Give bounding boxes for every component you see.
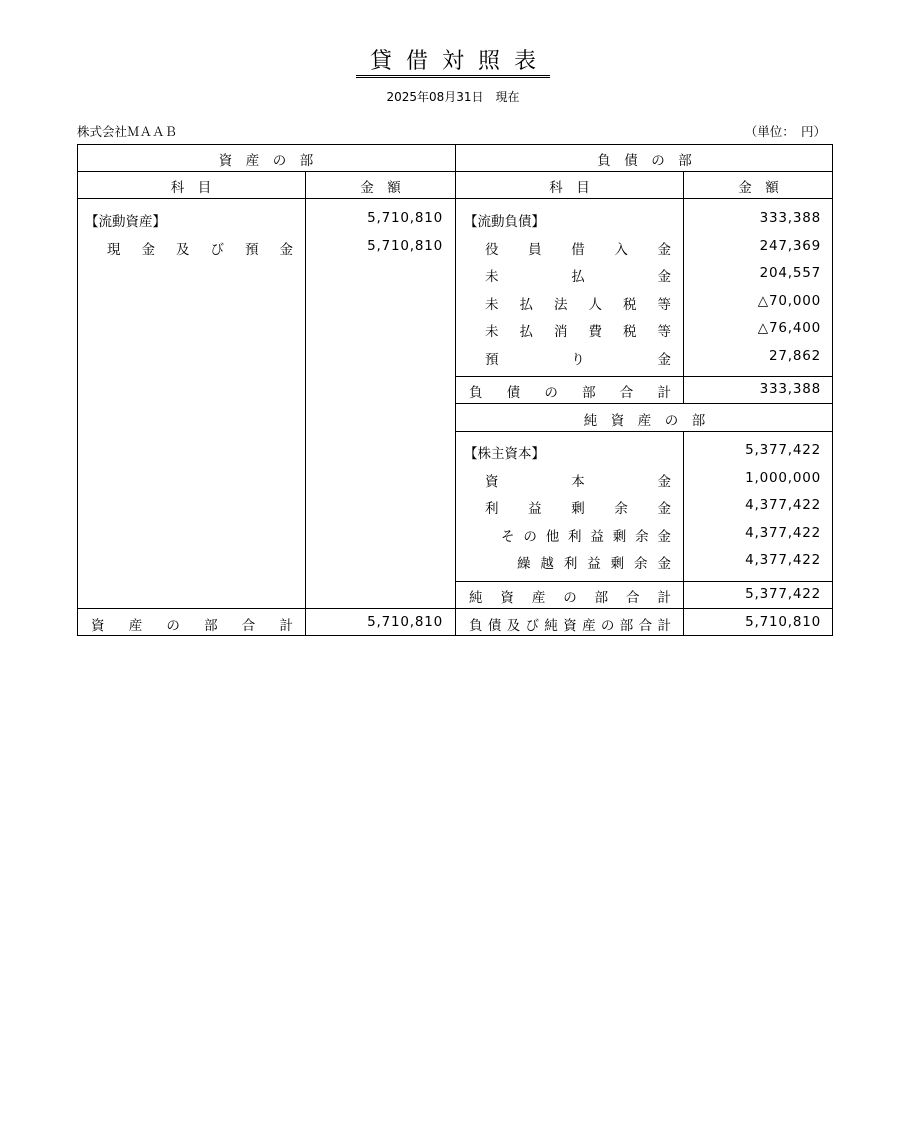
label-char: 金 <box>657 556 671 572</box>
label-char: 余 <box>635 529 649 545</box>
label-char: 金 <box>657 474 671 490</box>
label-char: 剰 <box>610 556 625 572</box>
label-char: 払 <box>519 324 533 340</box>
assets-total-label <box>91 614 293 634</box>
label-char: 金 <box>141 242 155 258</box>
net-assets-header-bottom <box>456 431 833 432</box>
table-border-right <box>832 144 833 636</box>
unit-label: （単位： 円） <box>744 124 826 139</box>
label-char: 金 <box>657 242 671 258</box>
label-char: 本 <box>571 474 585 490</box>
liabilities-total-bottom <box>456 403 833 404</box>
liability-item-label <box>485 293 671 313</box>
label-char: 余 <box>614 501 628 517</box>
table-border-left <box>77 144 78 636</box>
liabilities-item-header: 科 目 <box>549 180 590 196</box>
label-char: 税 <box>623 324 637 340</box>
net-asset-item-amount: 1,000,000 <box>745 470 821 486</box>
label-char: 金 <box>657 269 671 285</box>
label-char: り <box>571 352 585 368</box>
label-char: び <box>210 242 224 258</box>
liability-item-label <box>485 348 671 368</box>
net-assets-category-amount: 5,377,422 <box>745 442 821 458</box>
label-char: 及 <box>176 242 190 258</box>
label-char: 負 <box>469 385 483 401</box>
label-char: 益 <box>528 501 542 517</box>
net-asset-item-label <box>501 525 671 545</box>
liability-item-amount: △70,000 <box>757 293 821 309</box>
label-char: 払 <box>571 269 585 285</box>
assets-total-amount: 5,710,810 <box>367 614 443 630</box>
asset-category-label: 【流動資産】 <box>85 214 166 230</box>
label-char: 繰 <box>517 556 531 572</box>
as-of-date: 2025年08月31日 現在 <box>386 90 520 104</box>
assets-amount-header: 金 額 <box>360 180 401 196</box>
label-char: 越 <box>540 556 554 572</box>
label-char: 及 <box>506 618 521 634</box>
label-char: 人 <box>588 297 602 313</box>
label-char: 合 <box>638 618 653 634</box>
liabilities-amount-header: 金 額 <box>738 180 779 196</box>
label-char: 産 <box>531 590 546 606</box>
label-char: 預 <box>485 352 499 368</box>
company-name: 株式会社ＭＡＡＢ <box>77 124 178 139</box>
center-divider <box>455 144 456 636</box>
label-char: 部 <box>619 618 634 634</box>
liability-item-label <box>485 238 671 258</box>
balance-sheet-table <box>77 144 833 636</box>
liab-amount-divider-1 <box>683 171 684 404</box>
label-char: 益 <box>587 556 601 572</box>
liabilities-total-label <box>469 381 671 401</box>
net-assets-total-amount: 5,377,422 <box>745 586 821 602</box>
label-char: 合 <box>619 385 634 401</box>
label-char: 純 <box>544 618 558 634</box>
liabilities-total-amount: 333,388 <box>759 381 821 397</box>
liability-item-amount: 27,862 <box>768 348 821 364</box>
label-char: そ <box>501 529 515 545</box>
liability-item-amount: 204,557 <box>759 265 821 281</box>
net-asset-item-amount: 4,377,422 <box>745 497 821 513</box>
label-char: 金 <box>657 529 671 545</box>
label-char: 産 <box>582 618 596 634</box>
document-title-text: 貸借対照表 <box>356 49 550 78</box>
liabilities-net-assets-total-amount: 5,710,810 <box>745 614 821 630</box>
assets-item-header: 科 目 <box>170 180 212 196</box>
label-char: 費 <box>588 324 602 340</box>
liabilities-net-assets-total-label <box>469 614 671 634</box>
liability-category-label: 【流動負債】 <box>464 214 545 230</box>
label-char: 利 <box>568 529 582 545</box>
net-asset-item-label <box>485 497 671 517</box>
label-char: 員 <box>528 242 542 258</box>
label-char: 計 <box>657 618 671 634</box>
label-char: 金 <box>657 352 671 368</box>
label-char: 債 <box>506 385 521 401</box>
label-char: 利 <box>563 556 578 572</box>
assets-section-header: 資 産 の 部 <box>218 153 314 169</box>
label-char: の <box>544 385 558 401</box>
net-asset-item-label <box>485 470 671 490</box>
net-assets-section-header: 純 資 産 の 部 <box>583 413 706 429</box>
label-char: 部 <box>594 590 609 606</box>
asset-item-label <box>107 238 293 258</box>
liabilities-section-header: 負 債 の 部 <box>597 153 692 169</box>
net-asset-item-label <box>517 552 671 572</box>
label-char: 合 <box>626 590 640 606</box>
label-char: 余 <box>634 556 648 572</box>
net-assets-total-label <box>469 586 671 606</box>
label-char: 税 <box>623 297 637 313</box>
label-char: 産 <box>128 618 143 634</box>
liability-item-label <box>485 265 671 285</box>
label-char: 入 <box>614 242 628 258</box>
label-char: 利 <box>485 501 499 517</box>
label-char: 他 <box>545 529 560 545</box>
label-char: の <box>166 618 180 634</box>
liability-category-amount: 333,388 <box>759 210 821 226</box>
label-char: 資 <box>91 618 105 634</box>
label-char: 金 <box>657 501 671 517</box>
label-char: 借 <box>571 242 585 258</box>
document-title <box>0 44 906 75</box>
asset-item-amount: 5,710,810 <box>367 238 443 254</box>
liabilities-total-top <box>456 376 833 377</box>
liability-item-label <box>485 320 671 340</box>
label-char: 資 <box>485 474 499 490</box>
label-char: 未 <box>485 324 499 340</box>
label-char: 払 <box>519 297 533 313</box>
label-char: 合 <box>241 618 256 634</box>
label-char: 部 <box>204 618 218 634</box>
label-char: 等 <box>657 324 671 340</box>
label-char: び <box>525 618 540 634</box>
label-char: 役 <box>485 242 499 258</box>
label-char: 計 <box>279 618 293 634</box>
label-char: 法 <box>554 297 568 313</box>
label-char: 金 <box>279 242 293 258</box>
label-char: 資 <box>500 590 514 606</box>
asset-category-amount: 5,710,810 <box>367 210 443 226</box>
net-assets-category-label: 【株主資本】 <box>464 446 545 462</box>
label-char: 純 <box>469 590 483 606</box>
label-char: 消 <box>554 324 568 340</box>
label-char: 計 <box>657 385 671 401</box>
label-char: 部 <box>582 385 596 401</box>
label-char: 未 <box>485 269 499 285</box>
label-char: 預 <box>245 242 259 258</box>
liability-item-amount: △76,400 <box>757 320 821 336</box>
label-char: 計 <box>657 590 671 606</box>
label-char: 等 <box>657 297 671 313</box>
label-char: の <box>563 590 577 606</box>
label-char: 未 <box>485 297 499 313</box>
label-char: 債 <box>487 618 502 634</box>
label-char: 負 <box>469 618 483 634</box>
label-char: 益 <box>590 529 604 545</box>
net-asset-item-amount: 4,377,422 <box>745 525 821 541</box>
net-asset-item-amount: 4,377,422 <box>745 552 821 568</box>
label-char: の <box>523 529 537 545</box>
label-char: 現 <box>107 242 121 258</box>
liability-item-amount: 247,369 <box>759 238 821 254</box>
net-assets-total-top <box>456 581 833 582</box>
label-char: 剰 <box>571 501 585 517</box>
label-char: 剰 <box>612 529 627 545</box>
label-char: 資 <box>563 618 577 634</box>
label-char: の <box>600 618 615 634</box>
